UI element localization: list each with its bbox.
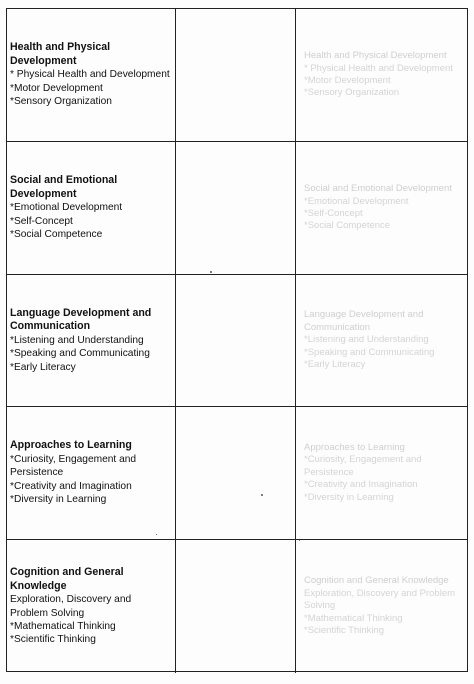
scan-speck: [261, 494, 263, 496]
domain-subitem: Exploration, Discovery and Problem Solving: [10, 594, 132, 619]
domain-subitem: *Early Literacy: [10, 361, 76, 373]
domain-subitem: *Social Competence: [10, 229, 103, 241]
bleed-through-text: *Scientific Thinking: [304, 625, 385, 637]
bleed-through-text: *Emotional Development: [304, 195, 409, 207]
bleed-through-text: *Early Literacy: [304, 359, 366, 371]
domain-subitem: *Listening and Understanding: [10, 334, 144, 346]
bleed-through-text: *Mathematical Thinking: [304, 612, 403, 624]
domain-subitem: *Speaking and Communicating: [10, 348, 150, 360]
domain-cell-language: [7, 275, 176, 407]
bleed-through-text: Approaches to Learning: [304, 441, 405, 453]
bleed-through-text: *Curiosity, Engagement and Persistence: [304, 454, 422, 478]
bleed-through-cell: [296, 407, 467, 540]
domain-title: Social and Emotional Development: [10, 174, 118, 200]
bleed-through-text: *Self-Concept: [304, 208, 363, 219]
bleed-through-text: Cognition and General Knowledge: [304, 575, 449, 587]
blank-cell: [176, 9, 296, 142]
scan-speck: [156, 534, 157, 535]
domain-subitem: *Curiosity, Engagement and Persistence: [10, 453, 137, 479]
domain-subitem: *Mathematical Thinking: [10, 620, 116, 632]
blank-cell: [176, 275, 296, 407]
blank-cell: [176, 142, 296, 275]
domain-cell-health: [7, 9, 176, 142]
bleed-through-text: *Social Competence: [304, 220, 391, 232]
domains-table: [6, 8, 468, 672]
domain-title: Health and Physical Development: [10, 41, 111, 67]
domain-title: Language Development and Communication: [10, 306, 152, 333]
domain-subitem: *Motor Development: [10, 82, 103, 94]
bleed-through-text: Social and Emotional Development: [304, 183, 452, 195]
bleed-through-text: *Motor Development: [304, 75, 391, 86]
blank-cell: [176, 540, 296, 673]
bleed-through-text: *Sensory Organization: [304, 87, 400, 99]
domain-subitem: * Physical Health and Development: [10, 69, 170, 81]
scan-speck: [210, 271, 212, 273]
domain-subitem: *Creativity and Imagination: [10, 480, 132, 492]
domain-title: Cognition and General Knowledge: [10, 566, 124, 592]
domain-title: Approaches to Learning: [10, 439, 132, 452]
domain-subitem: *Emotional Development: [10, 202, 123, 214]
domain-subitem: *Diversity in Learning: [10, 494, 107, 506]
bleed-through-cell: [296, 540, 467, 673]
bleed-through-text: Language Development and Communication: [304, 309, 424, 333]
bleed-through-cell: [296, 9, 467, 142]
blank-cell: [176, 407, 296, 540]
bleed-through-text: * Physical Health and Development: [304, 62, 453, 74]
domain-cell-cognition: [7, 540, 176, 673]
bleed-through-text: *Speaking and Communicating: [304, 346, 435, 358]
domain-subitem: *Scientific Thinking: [10, 634, 96, 646]
scan-speck: [299, 540, 300, 541]
bleed-through-text: Health and Physical Development: [304, 50, 447, 62]
bleed-through-cell: [296, 142, 467, 275]
bleed-through-cell: [296, 275, 467, 407]
bleed-through-text: *Creativity and Imagination: [304, 479, 418, 491]
domain-subitem: *Sensory Organization: [10, 96, 112, 108]
bleed-through-text: *Diversity in Learning: [304, 491, 394, 503]
domain-cell-approaches: [7, 407, 176, 540]
domain-cell-social-emotional: [7, 142, 176, 275]
bleed-through-text: *Listening and Understanding: [304, 334, 429, 346]
domain-subitem: *Self-Concept: [10, 215, 73, 227]
bleed-through-text: Exploration, Discovery and Problem Solving: [304, 587, 456, 612]
